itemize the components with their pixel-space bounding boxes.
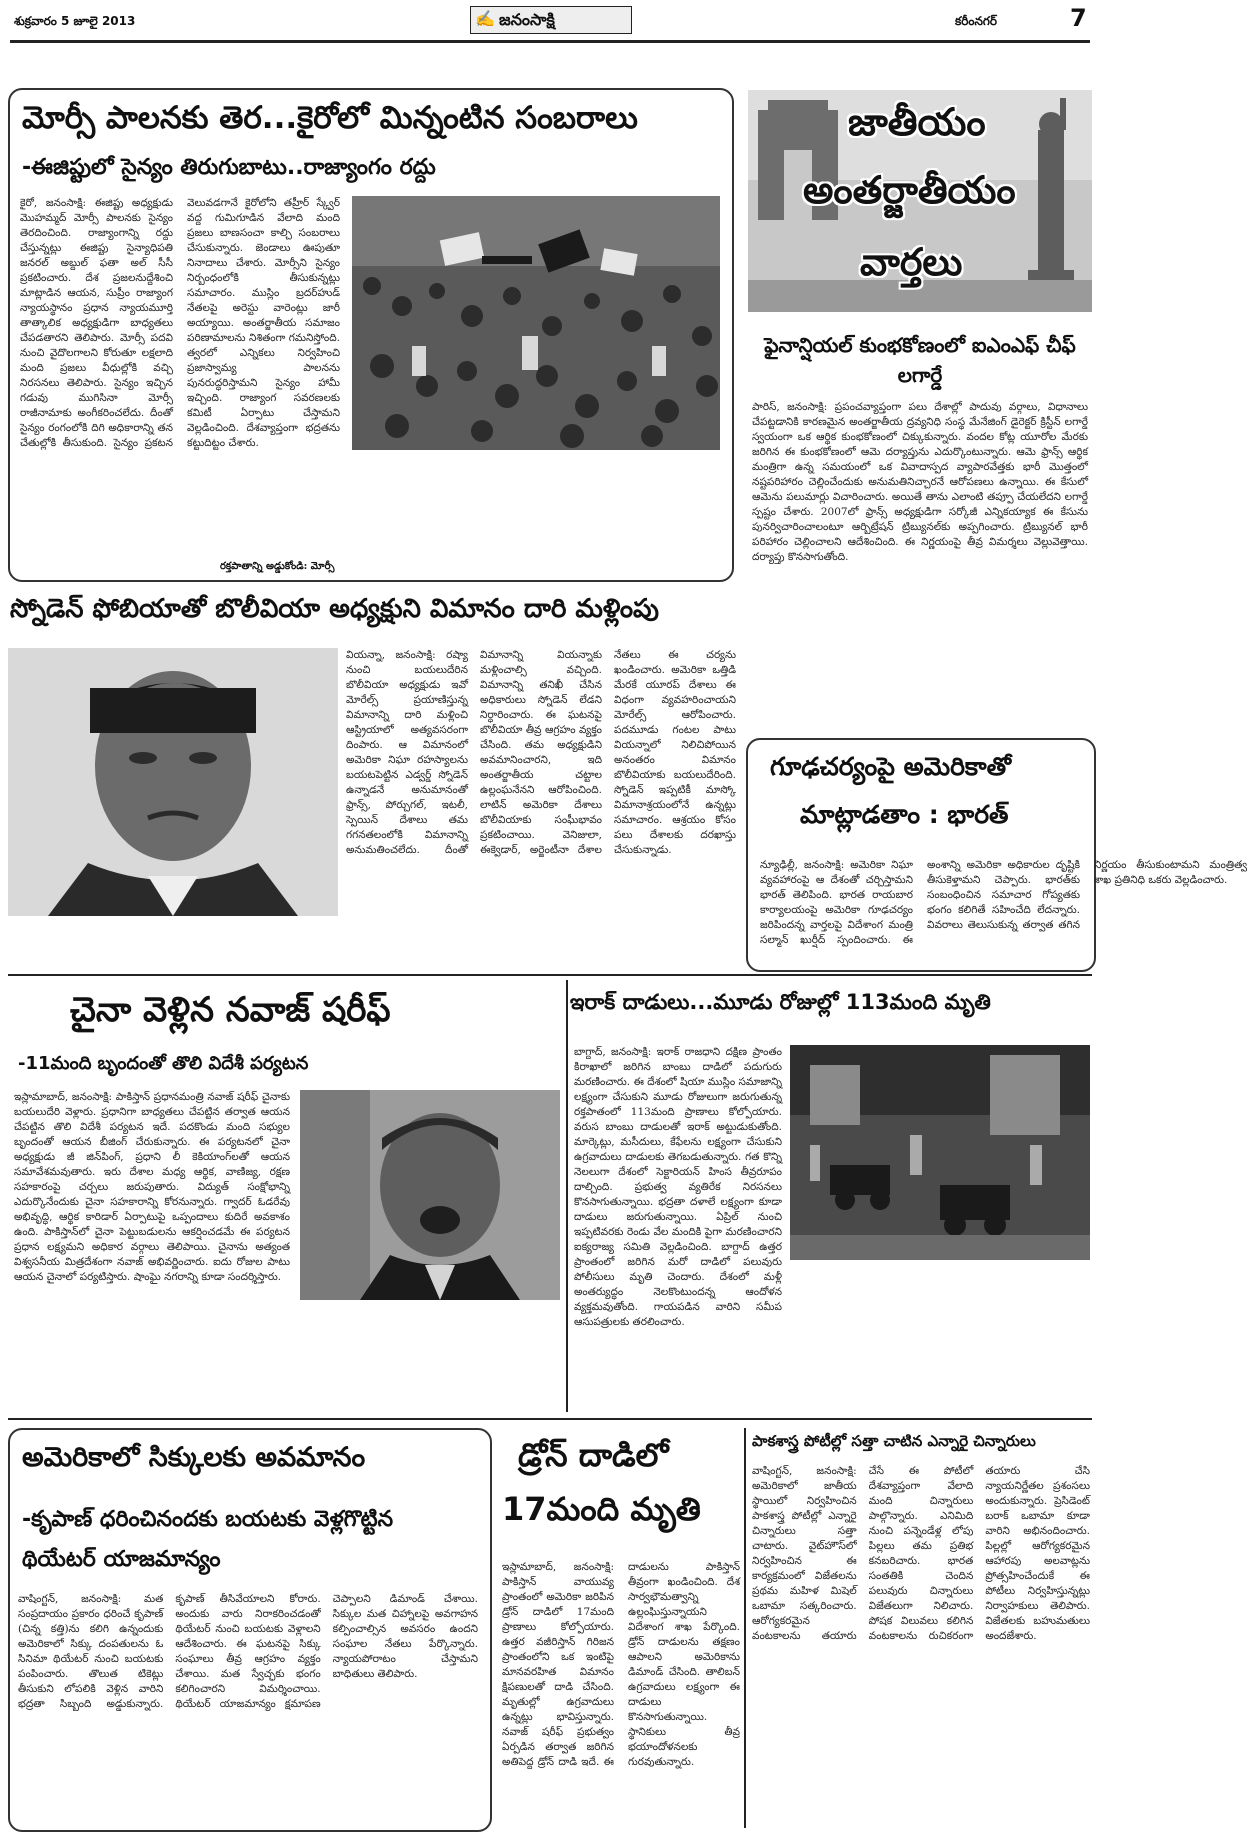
nawaz-subhead: -11మంది బృందంతో తొలి విదేశీ పర్యటన [18, 1053, 309, 1074]
masthead-title: జనంసాక్షి [499, 10, 555, 29]
egypt-photo-credit: రక్తపాతాన్ని అడ్డుకోండి: మోర్సీ [220, 561, 335, 572]
blast-scene-image [790, 1045, 1090, 1260]
bolivia-body: వియన్నా, జనంసాక్షి: రష్యా నుంచి బయలుదేరిన బొలీవియా అధ్యక్షుడు ఇవో మోరేల్స్ ప్రయాణిస్తున్న విమానాన్ని దారి మళ్లించి ఆస్ట్రియాలో అత్యవసరంగా దింపారు. ఆ విమానంలో అమెరికా నిఘా రహస్యాలను బయటపెట్టిన ఎడ్వర్డ్ స్నోడెన్ ఉన్నాడనే అనుమానంతో ఫ్రాన్స్, పోర్చుగల్, ఇటలీ, స్పెయిన్ దేశాలు తమ గగనతలంలోకి విమానాన్ని అనుమతించలేదు. దీంతో విమానాన్ని వియన్నాకు మళ్లించాల్సి వచ్చింది. విమానాన్ని తనిఖీ చేసిన అధికారులు స్నోడెన్ లేడని నిర్ధారించారు. ఈ ఘటనపై బొలీవియా తీవ్ర ఆగ్రహం వ్యక్తం చేసింది. తమ అధ్యక్షుడిని అవమానించారని, ఇది అంతర్జాతీయ చట్టాల ఉల్లంఘనేనని ఆరోపించింది. లాటిన్ అమెరికా దేశాలు బొలీవియాకు సంఘీభావం ప్రకటించాయి. వెనిజులా, ఈక్వెడార్, అర్జెంటీనా దేశాల నేతలు ఈ చర్యను ఖండించారు. అమెరికా ఒత్తిడి మేరకే యూరప్ దేశాలు ఈ విధంగా వ్యవహరించాయని మోరేల్స్ ఆరోపించారు. పదమూడు గంటల పాటు వియన్నాలో నిలిచిపోయిన అనంతరం విమానం బొలీవియాకు బయలుదేరింది. స్నోడెన్ ఇప్పటికీ మాస్కో విమానాశ్రయంలోనే ఉన్నట్లు సమాచారం. ఆశ్రయం కోసం పలు దేశాలకు దరఖాస్తు చేసుకున్నాడు. [346, 649, 736, 856]
bharat-headline-line1: గూఢచర్యంపై అమెరికాతో [770, 752, 1012, 781]
banner-line1: జాతీయం [848, 100, 986, 144]
science-body: వాషింగ్టన్, జనంసాక్షి: అమెరికాలో జాతీయ స్థాయిలో నిర్వహించిన పాకశాస్త్ర పోటీల్లో ఎన్నారై చిన్నారులు సత్తా చాటారు. వైట్‌హౌస్‌లో నిర్వహించిన ఈ కార్యక్రమంలో విజేతలను ప్రథమ మహిళ మిషెల్ ఒబామా సత్కరించారు. ఆరోగ్యకరమైన వంటకాలను తయారు చేసే ఈ పోటీలో దేశవ్యాప్తంగా వేలాది మంది చిన్నారులు పాల్గొన్నారు. ఎనిమిది నుంచి పన్నెండేళ్ల లోపు పిల్లలు తమ ప్రతిభ కనబరిచారు. భారత సంతతికి చెందిన పలువురు చిన్నారులు విజేతలుగా నిలిచారు. పోషక విలువలు కలిగిన వంటకాలను రుచికరంగా తయారు చేసి న్యాయనిర్ణేతల ప్రశంసలు అందుకున్నారు. ప్రెసిడెంట్ బరాక్ ఒబామా కూడా వారిని అభినందించారు. పిల్లల్లో ఆరోగ్యకరమైన ఆహారపు అలవాట్లను ప్రోత్సహించేందుకే ఈ పోటీలు నిర్వహిస్తున్నట్లు నిర్వాహకులు తెలిపారు. విజేతలకు బహుమతులు అందజేశారు. [752, 1465, 1090, 1642]
nawaz-body-continued [14, 1310, 560, 1412]
bharat-body: న్యూఢిల్లీ, జనంసాక్షి: అమెరికా నిఘా వ్యవహారంపై ఆ దేశంతో చర్చిస్తామని భారత్ తెలిపింది. భారత రాయబార కార్యాలయంపై అమెరికా గూఢచర్యం జరిపిందన్న వార్తలపై విదేశాంగ మంత్రి సల్మాన్ ఖుర్షీద్ స్పందించారు. ఈ అంశాన్ని అమెరికా అధికారుల దృష్టికి తీసుకెళ్తామని చెప్పారు. భారత్‌కు సంబంధించిన సమాచార గోప్యతకు భంగం కలిగితే సహించేది లేదన్నారు. వివరాలు తెలుసుకున్న తర్వాత తగిన నిర్ణయం తీసుకుంటామని మంత్రిత్వ శాఖ ప్రతినిధి ఒకరు వెల్లడించారు. [760, 859, 1247, 946]
imf-body: పారిస్, జనంసాక్షి: ప్రపంచవ్యాప్తంగా పలు దేశాల్లో పాదువు వర్గాలు, విధానాలు చేపట్టడానికి కారణమైన అంతర్జాతీయ ద్రవ్యనిధి సంస్థ మేనేజింగ్ డైరెక్టర్ క్రిస్టీన్ లగార్డే స్వయంగా ఒక ఆర్థిక కుంభకోణంలో చిక్కుకున్నారు. వందల కోట్ల యూరోల మేరకు జరిగిన ఈ కుంభకోణంలో ఆమె దర్యాప్తును ఎదుర్కొంటున్నారు. ఆమె ఫ్రాన్స్ ఆర్థిక మంత్రిగా ఉన్న సమయంలో ఒక వివాదాస్పద వ్యాపారవేత్తకు భారీ మొత్తంలో నష్టపరిహారం చెల్లించేందుకు అనుమతినిచ్చారనే ఆరోపణలు ఉన్నాయి. ఈ కేసులో ఆమెను పలుమార్లు విచారించారు. అయితే తాను ఎలాంటి తప్పూ చేయలేదని లగార్డే స్పష్టం చేశారు. 2007లో ఫ్రాన్స్ అధ్యక్షుడిగా సర్కోజీ ఎన్నికయ్యాక ఈ కేసును పునర్విచారించాలంటూ ఆర్బిట్రేషన్ ట్రిబ్యునల్‌కు అప్పగించారు. ట్రిబ్యునల్ భారీ పరిహారం చెల్లించాలని ఆదేశించింది. ఈ నిర్ణయంపై తీవ్ర విమర్శలు వెల్లువెత్తాయి. దర్యాప్తు కొనసాగుతోంది. [752, 401, 1088, 563]
header-date: శుక్రవారం 5 జూలై 2013 [14, 14, 136, 28]
egypt-headline: మోర్సీ పాలనకు తెర...కైరోలో మిన్నంటిన సంబరాలు [22, 100, 638, 136]
imf-headline: ఫైనాన్షియల్ కుంభకోణంలో ఐఎంఎఫ్ చీఫ్ లగార్డే [764, 333, 1076, 387]
iraq-headline: ఇరాక్ దాడులు...మూడు రోజుల్లో 113మంది మృతి [570, 990, 991, 1014]
drone-headline-line1: డ్రోన్ దాడిలో [518, 1436, 669, 1474]
egypt-subhead: -ఈజిప్టులో సైన్యం తిరుగుబాటు..రాజ్యాంగం రద్దు [22, 155, 436, 180]
morales-portrait [8, 648, 338, 916]
america-headline: అమెరికాలో సిక్కులకు అవమానం [22, 1442, 366, 1473]
section-divider-2 [8, 1418, 1092, 1420]
iraq-body-continued [790, 1268, 1090, 1410]
section-divider-1 [8, 974, 1092, 976]
banner-line3: వార్తలు [860, 240, 963, 284]
egypt-crowd-photo [352, 196, 720, 450]
page-number: 7 [1070, 4, 1087, 32]
nawaz-headline: చైనా వెళ్లిన నవాజ్ షరీఫ్ [70, 990, 391, 1030]
egypt-body-continued [352, 458, 720, 566]
crowd-image [352, 196, 720, 450]
section-banner [748, 90, 1092, 312]
iraq-divider [566, 980, 568, 1412]
nawaz-portrait [300, 1090, 560, 1300]
science-divider [744, 1428, 746, 1828]
banner-line2: అంతర్జాతీయం [803, 168, 1016, 212]
america-subhead: -కృపాణ్ ధరించినందకు బయటకు వెళ్లగొట్టిన థియేటర్ యాజమాన్యం [22, 1507, 394, 1572]
iraq-blast-photo [790, 1045, 1090, 1260]
page-header [0, 0, 1100, 40]
science-headline: పాకశాస్త్ర పోటీల్లో సత్తా చాటిన ఎన్నారై చిన్నారులు [752, 1432, 1036, 1450]
iraq-body: బాగ్దాద్, జనంసాక్షి: ఇరాక్ రాజధాని దక్షిణ ప్రాంతం కిరాఖాలో జరిగిన బాంబు దాడిలో పదుగురు మరణించారు. ఈ దేశంలో షియా ముస్లిం సమాజాన్ని లక్ష్యంగా చేసుకుని మూడు రోజులుగా జరుగుతున్న రక్తపాతంలో 113మంది ప్రాణాలు కోల్పోయారు. వరుస బాంబు దాడులతో ఇరాక్ అట్టుడుకుతోంది. మార్కెట్లు, మసీదులు, కేఫేలను లక్ష్యంగా చేసుకుని ఉగ్రవాదులు దాడులకు తెగబడుతున్నారు. గత కొన్ని నెలలుగా దేశంలో సెక్టారియన్ హింస తీవ్రరూపం దాల్చింది. ప్రభుత్వ వ్యతిరేక నిరసనలు కొనసాగుతున్నాయి. భద్రతా దళాలే లక్ష్యంగా కూడా దాడులు జరుగుతున్నాయి. ఏప్రిల్ నుంచి ఇప్పటివరకు రెండు వేల మందికి పైగా మరణించారని ఐక్యరాజ్య సమితి వెల్లడించింది. బాగ్దాద్ ఉత్తర ప్రాంతంలో జరిగిన మరో దాడిలో పలువురు పోలీసులు మృతి చెందారు. దేశంలో మళ్లీ అంతర్యుద్ధం నెలకొంటుందన్న ఆందోళన వ్యక్తమవుతోంది. గాయపడిన వారిని సమీప ఆసుపత్రులకు తరలించారు. [574, 1046, 782, 1328]
bolivia-body-bottom [12, 924, 338, 960]
bharat-headline-line2: మాట్లాడతాం : భారత్ [800, 800, 1009, 829]
nawaz-body: ఇస్లామాబాద్, జనంసాక్షి: పాకిస్తాన్ ప్రధానమంత్రి నవాజ్ షరీఫ్ చైనాకు బయలుదేరి వెళ్లారు. ప్రధానిగా బాధ్యతలు చేపట్టిన తర్వాత ఆయన చేపట్టిన తొలి విదేశీ పర్యటన ఇదే. పదకొండు మంది సభ్యుల బృందంతో ఆయన బీజింగ్ చేరుకున్నారు. ఈ పర్యటనలో చైనా అధ్యక్షుడు జీ జిన్‌పింగ్, ప్రధాని లీ కెకియాంగ్‌లతో ఆయన సమావేశమవుతారు. ఇరు దేశాల మధ్య ఆర్థిక, వాణిజ్య, రక్షణ సహకారంపై చర్చలు జరుపుతారు. విద్యుత్ సంక్షోభాన్ని ఎదుర్కొనేందుకు చైనా సహకారాన్ని కోరనున్నారు. గ్వాదర్ ఓడరేవు అభివృద్ధి, ఆర్థిక కారిడార్ ఏర్పాటుపై ఒప్పందాలు కుదిరే అవకాశం ఉంది. పాకిస్తాన్‌లో చైనా పెట్టుబడులను ఆకర్షించడమే ఈ పర్యటన ప్రధాన లక్ష్యమని అధికార వర్గాలు తెలిపాయి. చైనాను అత్యంత విశ్వసనీయ మిత్రదేశంగా నవాజ్ అభివర్ణించారు. ఐదు రోజుల పాటు ఆయన చైనాలో పర్యటిస్తారు. షాంఘై నగరాన్ని కూడా సందర్శిస్తారు. [14, 1091, 290, 1283]
header-edition: కరీంనగర్ [955, 14, 998, 28]
america-body: వాషింగ్టన్, జనంసాక్షి: మత సంప్రదాయం ప్రకారం ధరించే కృపాణ్ (చిన్న కత్తి)ను కలిగి ఉన్నందుకు అమెరికాలో సిక్కు దంపతులను ఓ సినిమా థియేటర్ నుంచి బయటకు పంపించారు. తొలుత టికెట్లు తీసుకుని లోపలికి వెళ్లిన వారిని భద్రతా సిబ్బంది అడ్డుకున్నారు. కృపాణ్ తీసివేయాలని కోరారు. అందుకు వారు నిరాకరించడంతో థియేటర్ నుంచి బయటకు వెళ్లాలని ఆదేశించారు. ఈ ఘటనపై సిక్కు సంఘాలు తీవ్ర ఆగ్రహం వ్యక్తం చేశాయి. మత స్వేచ్ఛకు భంగం కలిగించారని విమర్శించాయి. థియేటర్ యాజమాన్యం క్షమాపణ చెప్పాలని డిమాండ్ చేశాయి. సిక్కుల మత చిహ్నాలపై అవగాహన కల్పించాల్సిన అవసరం ఉందని సంఘాల నేతలు పేర్కొన్నారు. న్యాయపోరాటం చేస్తామని బాధితులు తెలిపారు. [18, 1593, 478, 1710]
pen-icon: ✍ [475, 9, 495, 28]
masthead-logo [470, 6, 632, 34]
nawaz-photo [300, 1090, 560, 1300]
drone-headline-line2: 17మంది మృతి [502, 1490, 701, 1528]
bolivia-headline: స్నోడెన్ ఫోబియాతో బొలీవియా అధ్యక్షుని విమానం దారి మళ్లింపు [10, 594, 659, 624]
drone-body: ఇస్లామాబాద్, జనంసాక్షి: పాకిస్తాన్ వాయువ్య ప్రాంతంలో అమెరికా జరిపిన డ్రోన్ దాడిలో 17మంది ప్రాణాలు కోల్పోయారు. ఉత్తర వజీరిస్తాన్ గిరిజన ప్రాంతంలోని ఒక ఇంటిపై మానవరహిత విమానం క్షిపణులతో దాడి చేసింది. మృతుల్లో ఉగ్రవాదులు ఉన్నట్లు భావిస్తున్నారు. నవాజ్ షరీఫ్ ప్రభుత్వం ఏర్పడిన తర్వాత జరిగిన అతిపెద్ద డ్రోన్ దాడి ఇదే. ఈ దాడులను పాకిస్తాన్ తీవ్రంగా ఖండించింది. దేశ సార్వభౌమత్వాన్ని ఉల్లంఘిస్తున్నాయని విదేశాంగ శాఖ పేర్కొంది. డ్రోన్ దాడులను తక్షణం ఆపాలని అమెరికాను డిమాండ్ చేసింది. తాలిబన్ ఉగ్రవాదులు లక్ష్యంగా ఈ దాడులు కొనసాగుతున్నాయి. స్థానికులు తీవ్ర భయాందోళనలకు గురవుతున్నారు. [502, 1561, 740, 1768]
morales-photo [8, 648, 338, 916]
egypt-body: కైరో, జనంసాక్షి: ఈజిప్టు అధ్యక్షుడు మొహమ్మద్ మోర్సీ పాలనకు సైన్యం తెరదించింది. రాజ్యాంగాన్ని రద్దు చేస్తున్నట్లు ఈజిప్టు సైన్యాధిపతి జనరల్ అబ్దుల్ ఫతా అల్ సీసీ ప్రకటించారు. దేశ ప్రజలనుద్దేశించి మాట్లాడిన ఆయన, సుప్రీం రాజ్యాంగ న్యాయస్థానం ప్రధాన న్యాయమూర్తి తాత్కాలిక అధ్యక్షుడిగా బాధ్యతలు చేపడతారని తెలిపారు. మోర్సీ పదవి నుంచి వైదొలగాలని కోరుతూ లక్షలాది మంది ప్రజలు వీధుల్లోకి వచ్చి నిరసనలు తెలిపారు. సైన్యం ఇచ్చిన గడువు ముగిసినా మోర్సీ రాజీనామాకు అంగీకరించలేదు. దీంతో సైన్యం రంగంలోకి దిగి అధికారాన్ని తన చేతుల్లోకి తీసుకుంది. సైన్యం ప్రకటన వెలువడగానే కైరోలోని తహ్రీర్ స్క్వేర్ వద్ద గుమిగూడిన వేలాది మంది ప్రజలు బాణసంచా కాల్చి సంబరాలు చేసుకున్నారు. జెండాలు ఊపుతూ నినాదాలు చేశారు. మోర్సీని సైన్యం నిర్బంధంలోకి తీసుకున్నట్లు సమాచారం. ముస్లిం బ్రదర్‌హుడ్ నేతలపై అరెస్టు వారెంట్లు జారీ అయ్యాయి. అంతర్జాతీయ సమాజం పరిణామాలను నిశితంగా గమనిస్తోంది. త్వరలో ఎన్నికలు నిర్వహించి ప్రజాస్వామ్య పాలనను పునరుద్ధరిస్తామని సైన్యం హామీ ఇచ్చింది. రాజ్యాంగ సవరణలకు కమిటీ ఏర్పాటు చేస్తామని వెల్లడించింది. దేశవ్యాప్తంగా భద్రతను కట్టుదిట్టం చేశారు. [20, 197, 340, 449]
header-rule [10, 40, 1090, 43]
